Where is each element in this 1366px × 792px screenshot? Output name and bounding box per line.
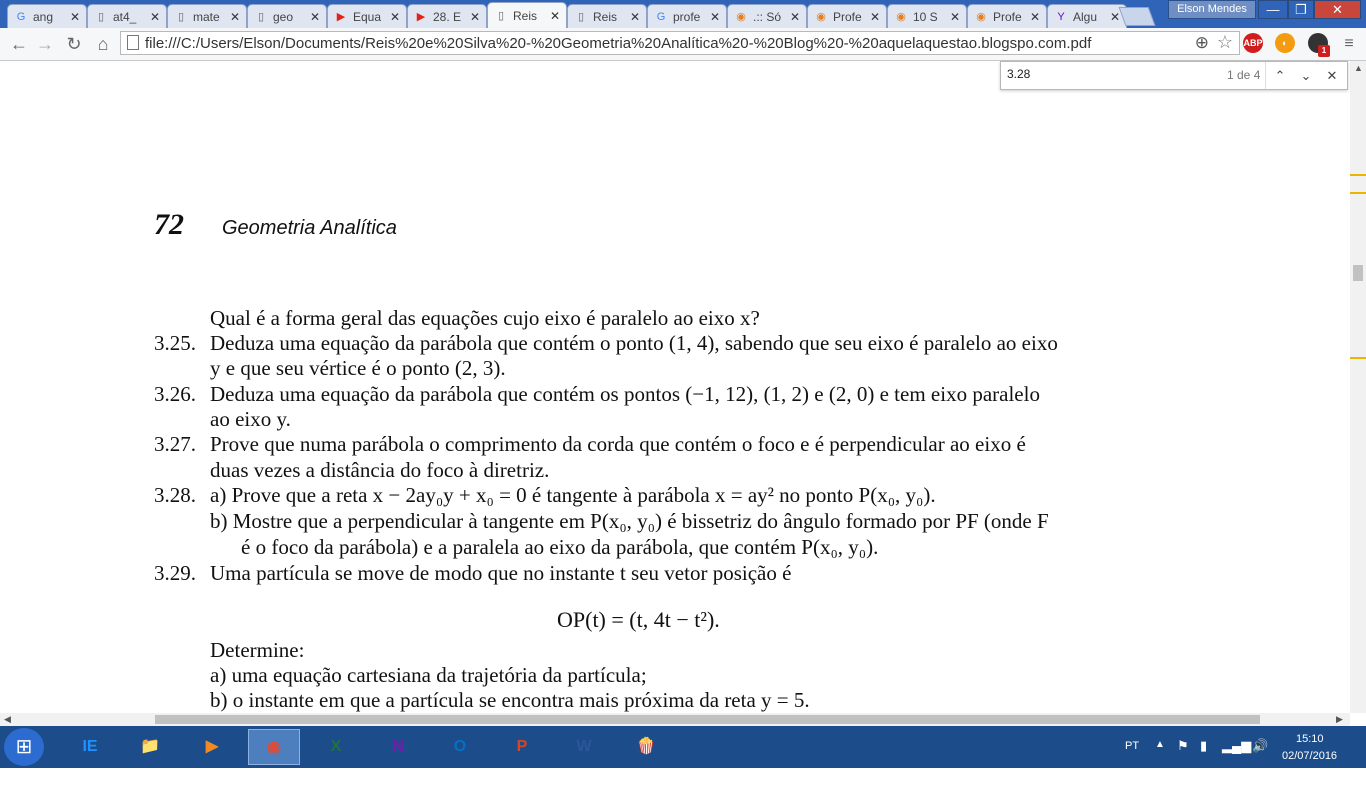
browser-tab[interactable] [327, 4, 407, 28]
vertical-scrollbar[interactable] [1350, 61, 1366, 713]
tab-title: profe [673, 9, 701, 24]
tab-title: Equa [353, 9, 382, 24]
close-tab-icon[interactable]: ✕ [229, 9, 241, 24]
battery-icon[interactable]: ▮ [1200, 738, 1208, 753]
page-icon: ▯ [577, 10, 585, 23]
find-next-button[interactable]: ⌄ [1300, 68, 1312, 83]
notification-badge: 1 [1318, 45, 1330, 57]
text-line: é o foco da parábola) e a paralela ao eixo da parábola, que contém P(x₀, y₀). [241, 535, 879, 559]
browser-tab[interactable] [967, 4, 1047, 28]
start-button[interactable]: ⊞ [4, 728, 44, 766]
internet-explorer-icon[interactable]: IE [82, 738, 98, 755]
windows-taskbar [0, 726, 1366, 768]
powerpoint-icon[interactable]: P [516, 738, 528, 755]
text-line: ao eixo y. [210, 407, 291, 431]
maximize-button[interactable]: ❐ [1288, 0, 1314, 19]
browser-tab-strip [0, 0, 1366, 28]
network-icon[interactable]: ▂▄▆ [1222, 738, 1252, 753]
find-bar-divider [1265, 62, 1266, 89]
address-bar-url[interactable]: file:///C:/Users/Elson/Documents/Reis%20e%20Silva%20-%20Geometria%20Analítica%20-%20Blog%20-%20aquelaquestao.blogspo.com.pdf [145, 35, 1092, 52]
close-window-button[interactable]: ✕ [1314, 0, 1361, 19]
tab-title: at4_ [113, 9, 137, 24]
tab-title: Reis [593, 9, 618, 24]
text-line: Deduza uma equação da parábola que contém o ponto (1, 4), sabendo que seu eixo é paralelo ao eixo [210, 331, 1058, 355]
page-icon: ▯ [497, 9, 505, 22]
browser-tab[interactable] [807, 4, 887, 28]
youtube-icon: ▶ [416, 10, 426, 23]
text-line: Deduza uma equação da parábola que contém os pontos (−1, 12), (1, 2) e (2, 0) e tem eixo paralelo [210, 382, 1040, 406]
tab-title: 28. E [433, 9, 462, 24]
google-icon: G [16, 10, 26, 23]
page-number: 72 [154, 208, 184, 241]
tab-title: Profe [993, 9, 1022, 24]
youtube-icon: ▶ [336, 10, 346, 23]
page-icon: ▯ [177, 10, 185, 23]
new-tab-button[interactable] [1119, 7, 1156, 26]
google-icon: G [656, 10, 666, 23]
browser-tab[interactable] [887, 4, 967, 28]
browser-tab[interactable] [567, 4, 647, 28]
bookmark-star-icon[interactable]: ☆ [1216, 32, 1233, 52]
reload-button[interactable]: ↻ [66, 34, 82, 54]
close-tab-icon[interactable]: ✕ [309, 9, 321, 24]
browser-tab[interactable] [727, 4, 807, 28]
forward-button[interactable]: → [36, 34, 54, 54]
text-line: duas vezes a distância do foco à diretriz. [210, 458, 550, 482]
home-button[interactable]: ⌂ [97, 34, 109, 54]
menu-icon[interactable]: ≡ [1344, 35, 1354, 52]
find-match-marker [1350, 357, 1366, 359]
extension-icon[interactable]: ◐ [1275, 33, 1295, 53]
close-tab-icon[interactable]: ✕ [1029, 9, 1041, 24]
find-close-button[interactable]: ✕ [1326, 68, 1338, 83]
site-icon: ◉ [816, 10, 826, 23]
text-line: b) Mostre que a perpendicular à tangente em P(x₀, y₀) é bissetriz do ângulo formado por PF (onde F [210, 509, 1049, 533]
popcorn-time-icon[interactable]: 🍿 [636, 738, 656, 755]
tab-title: Reis [513, 8, 538, 23]
scroll-left-arrow-icon[interactable]: ◀ [4, 714, 11, 724]
exercise-number: 3.29. [154, 561, 196, 585]
close-tab-icon[interactable]: ✕ [469, 9, 481, 24]
close-tab-icon[interactable]: ✕ [709, 9, 721, 24]
scroll-right-arrow-icon[interactable]: ▶ [1336, 714, 1343, 724]
outlook-icon[interactable]: O [453, 738, 467, 755]
close-tab-icon[interactable]: ✕ [389, 9, 401, 24]
profile-button[interactable]: Elson Mendes [1168, 0, 1256, 19]
yahoo-icon: Y [1057, 10, 1065, 23]
browser-toolbar [0, 28, 1366, 61]
browser-tab[interactable] [247, 4, 327, 28]
adblock-plus-icon[interactable]: ABP [1243, 33, 1263, 53]
text-line: a) uma equação cartesiana da trajetória da partícula; [210, 663, 647, 687]
exercise-number: 3.25. [154, 331, 196, 355]
browser-tab[interactable] [1047, 4, 1127, 28]
file-explorer-icon[interactable]: 📁 [140, 738, 160, 755]
tab-title: mate [193, 9, 220, 24]
site-icon: ◉ [896, 10, 906, 23]
action-center-icon[interactable]: ⚑ [1177, 738, 1189, 753]
browser-tab[interactable] [487, 2, 567, 28]
find-bar [1000, 61, 1348, 90]
find-match-marker [1350, 174, 1366, 176]
horizontal-scrollbar-thumb[interactable] [155, 715, 1260, 724]
word-icon[interactable]: W [576, 738, 592, 755]
back-button[interactable]: ← [10, 34, 28, 54]
tab-title: Algu [1073, 9, 1098, 24]
scroll-up-arrow-icon[interactable]: ▲ [1354, 63, 1363, 73]
browser-tab[interactable] [647, 4, 727, 28]
page-header-title: Geometria Analítica [222, 217, 397, 239]
zoom-icon[interactable]: ⊕ [1194, 33, 1209, 52]
close-tab-icon[interactable]: ✕ [69, 9, 81, 24]
language-indicator[interactable]: PT [1125, 740, 1140, 752]
exercise-number: 3.27. [154, 432, 196, 456]
show-hidden-icons-icon[interactable]: ▲ [1155, 739, 1165, 750]
pdf-page [0, 61, 1350, 713]
formula: OP(t) = (t, 4t − t²). [557, 607, 720, 632]
exercise-number: 3.28. [154, 483, 196, 507]
tab-title: 10 S [913, 9, 938, 24]
minimize-button[interactable]: — [1258, 0, 1288, 19]
browser-tab[interactable] [167, 4, 247, 28]
site-icon: ◉ [736, 10, 746, 23]
close-tab-icon[interactable]: ✕ [1109, 9, 1121, 24]
clock-time[interactable]: 15:10 [1296, 733, 1324, 745]
page-icon: ▯ [257, 10, 265, 23]
browser-tab[interactable] [407, 4, 487, 28]
volume-icon[interactable]: 🔊 [1252, 738, 1269, 753]
vertical-scrollbar-thumb[interactable] [1353, 265, 1363, 281]
text-line: y e que seu vértice é o ponto (2, 3). [210, 356, 506, 380]
find-input[interactable]: 3.28 [1007, 67, 1031, 81]
page-icon: ▯ [97, 10, 105, 23]
close-tab-icon[interactable]: ✕ [549, 8, 561, 23]
find-match-marker [1350, 192, 1366, 194]
text-line: Uma partícula se move de modo que no instante t seu vetor posição é [210, 561, 792, 585]
onenote-icon[interactable]: N [392, 738, 404, 755]
text-line: Prove que numa parábola o comprimento da corda que contém o foco e é perpendicular ao eixo é [210, 432, 1026, 456]
clock-date[interactable]: 02/07/2016 [1282, 750, 1338, 762]
tab-title: Profe [833, 9, 862, 24]
close-tab-icon[interactable]: ✕ [149, 9, 161, 24]
chrome-icon[interactable]: ◉ [248, 729, 300, 765]
close-tab-icon[interactable]: ✕ [869, 9, 881, 24]
exercise-number: 3.26. [154, 382, 196, 406]
page-icon [127, 35, 139, 50]
media-player-icon[interactable]: ▶ [205, 738, 219, 755]
horizontal-scrollbar[interactable] [0, 713, 1350, 726]
find-result-count: 1 de 4 [1227, 68, 1261, 82]
site-icon: ◉ [976, 10, 986, 23]
pdf-viewport [0, 61, 1350, 713]
text-line: b) o instante em que a partícula se encontra mais próxima da reta y = 5. [210, 688, 810, 712]
address-bar[interactable] [120, 31, 1240, 55]
close-tab-icon[interactable]: ✕ [789, 9, 801, 24]
text-line: Determine: [210, 638, 305, 662]
text-line: a) Prove que a reta x − 2ay₀y + x₀ = 0 é tangente à parábola x = ay² no ponto P(x₀, y₀). [210, 483, 936, 507]
tab-title: geo [273, 9, 294, 24]
close-tab-icon[interactable]: ✕ [949, 9, 961, 24]
text-line: Qual é a forma geral das equações cujo eixo é paralelo ao eixo x? [210, 306, 760, 330]
close-tab-icon[interactable]: ✕ [629, 9, 641, 24]
find-previous-button[interactable]: ⌃ [1274, 68, 1286, 83]
excel-icon[interactable]: X [330, 738, 342, 755]
browser-tab[interactable] [7, 4, 87, 28]
tab-title: ang [33, 9, 54, 24]
tab-title: .:: Só [753, 9, 782, 24]
browser-tab[interactable] [87, 4, 167, 28]
